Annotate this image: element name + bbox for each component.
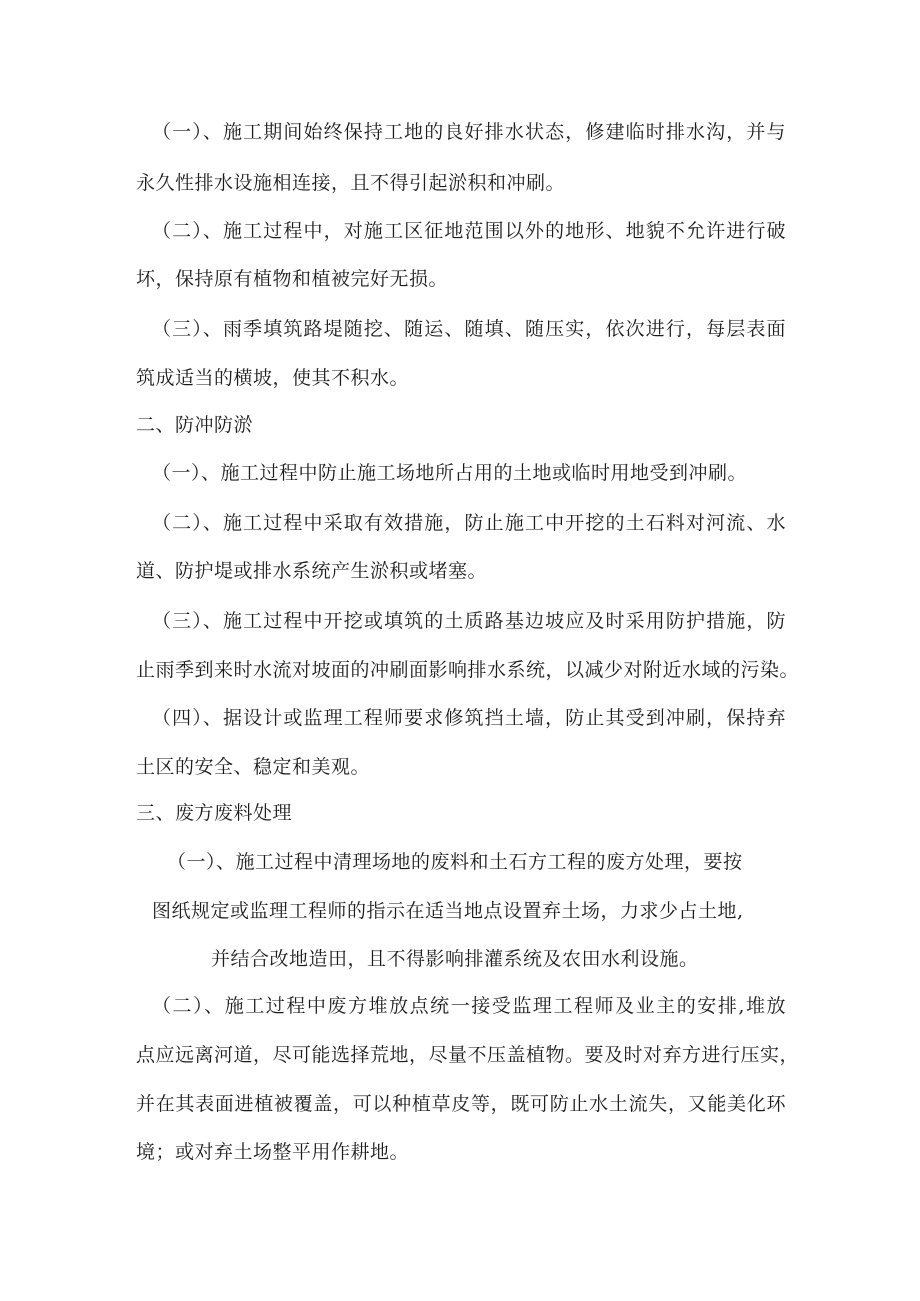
s3-item1-line3: 并结合改地造田，且不得影响排灌系统及农田水利设施。: [211, 948, 699, 970]
section2-heading: 二、防冲防淤: [136, 414, 254, 436]
s2-item1-line1: （一）、施工过程中防止施工场地所占用的土地或临时用地受到冲刷。: [152, 462, 748, 484]
s2-item2-line1: （二）、施工过程中采取有效措施，防止施工中开挖的土石料对河流、水: [152, 512, 786, 534]
s2-item4-line1: （四）、据设计或监理工程师要求修筑挡土墙，防止其受到冲刷，保持弃: [152, 707, 786, 729]
s1-item1-line1: （一）、施工期间始终保持工地的良好排水状态，修建临时排水沟，并与: [152, 121, 786, 143]
section3-heading: 三、废方废料处理: [136, 802, 293, 824]
s3-item1-line2: 图纸规定或监理工程师的指示在适当地点设置弃土场，力求少占土地,: [152, 900, 744, 922]
s1-item3-line1: （三）、雨季填筑路堤随挖、随运、随填、随压实，依次进行，每层表面: [152, 318, 786, 340]
s1-item2-line2: 坏，保持原有植物和植被完好无损。: [136, 268, 449, 290]
s2-item4-line2: 土区的安全、稳定和美观。: [136, 756, 371, 778]
s2-item3-line1: （三）、施工过程中开挖或填筑的土质路基边坡应及时采用防护措施，防: [152, 610, 786, 632]
s3-item2-line4: 境；或对弃土场整平用作耕地。: [136, 1141, 410, 1163]
s1-item3-line2: 筑成适当的横坡，使其不积水。: [136, 367, 410, 389]
s2-item2-line2: 道、防护堤或排水系统产生淤积或堵塞。: [136, 560, 488, 582]
s3-item2-line2: 点应远离河道，尽可能选择荒地，尽量不压盖植物。要及时对弃方进行压实，: [136, 1044, 800, 1066]
s1-item1-line2: 永久性排水设施相连接，且不得引起淤积和冲刷。: [136, 172, 566, 194]
s3-item2-line1: （二）、施工过程中废方堆放点统一接受监理工程师及业主的安排,堆放: [152, 995, 786, 1017]
s3-item1-line1: （一）、施工过程中清理场地的废料和土石方工程的废方处理，要按: [167, 851, 743, 873]
s1-item2-line1: （二）、施工过程中，对施工区征地范围以外的地形、地貌不允许进行破: [152, 220, 786, 242]
s2-item3-line2: 止雨季到来时水流对坡面的冲刷面影响排水系统，以减少对附近水域的污染。: [136, 659, 800, 681]
s3-item2-line3: 并在其表面进植被覆盖，可以种植草皮等，既可防止水土流失，又能美化环: [136, 1093, 786, 1115]
